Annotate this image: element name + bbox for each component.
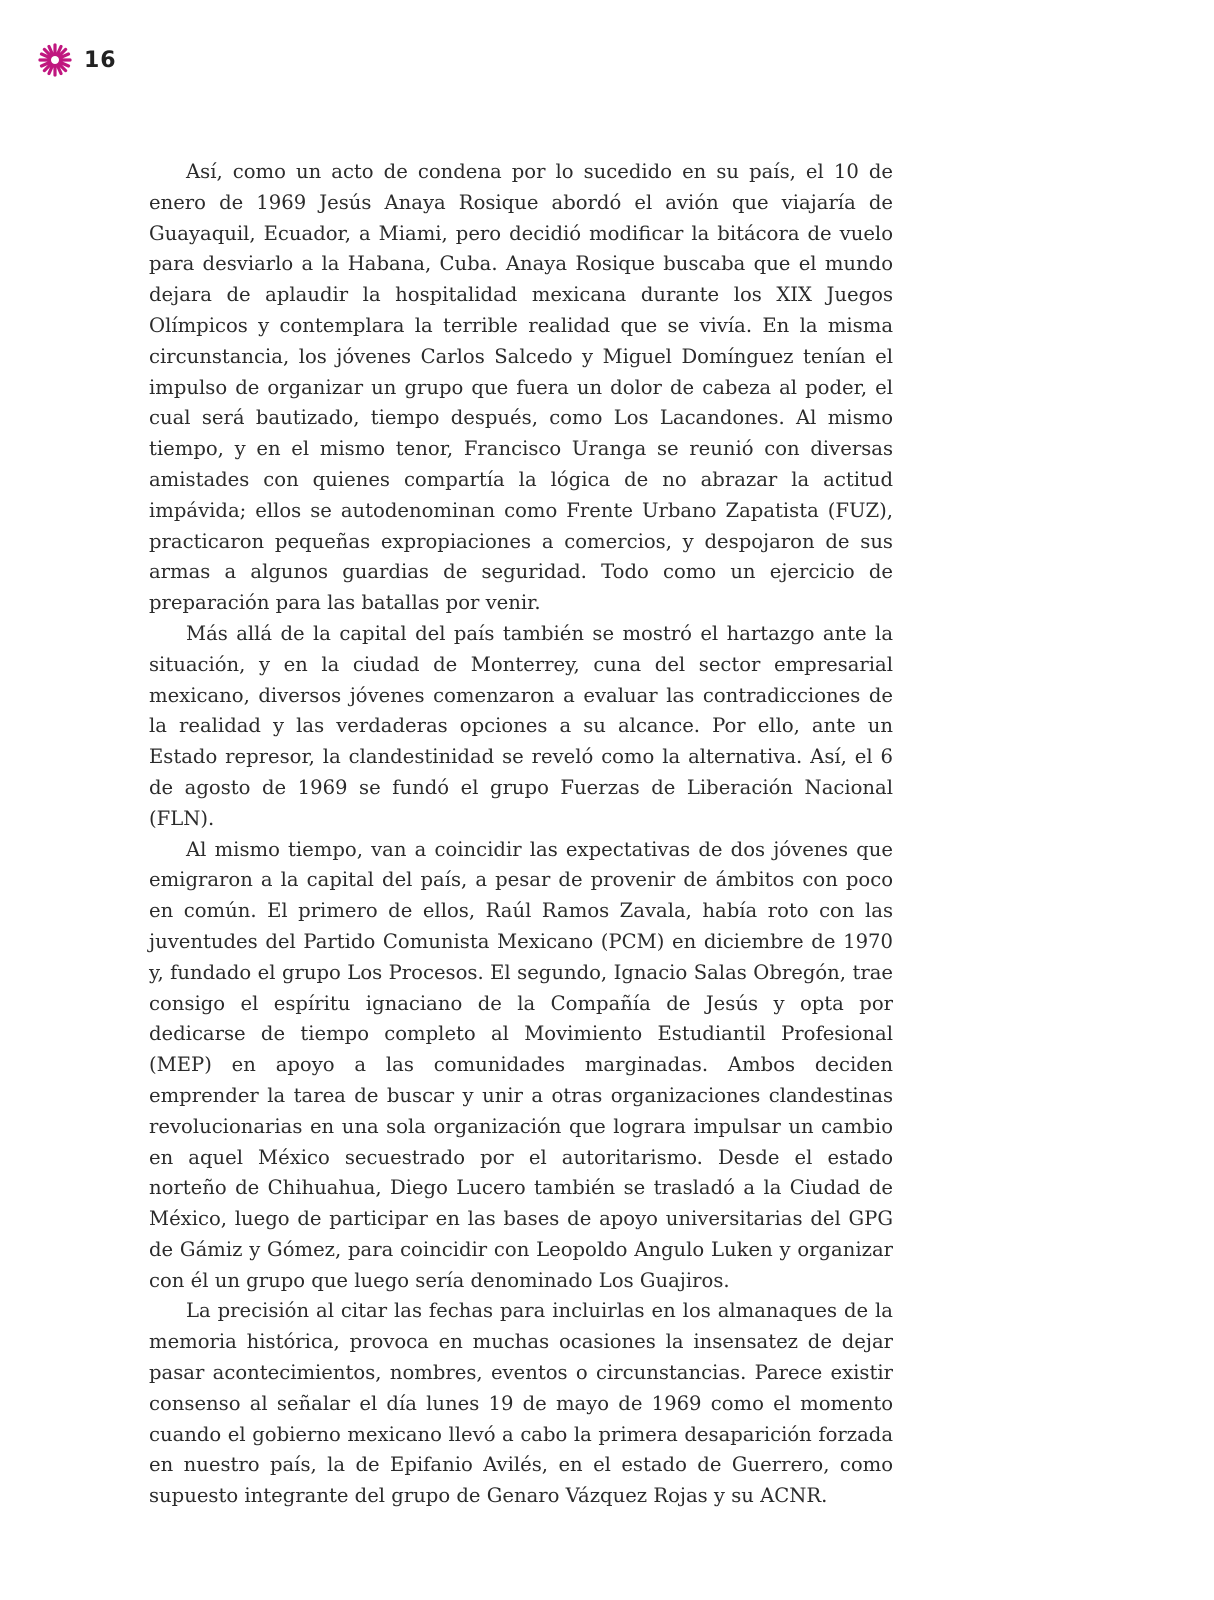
page-number: 16 xyxy=(84,47,117,73)
paragraph: Así, como un acto de condena por lo sucedido en su país, el 10 de enero de 1969 Jesús Anaya Rosique abordó el avión que viajaría de Guayaquil, Ecuador, a Miami, pero decidió modificar la bitácora de vuelo para desviarlo a la Habana, Cuba. Anaya Rosique buscaba que el mundo dejara de aplaudir la hospitalidad mexicana durante los XIX Juegos Olímpicos y contemplara la terrible realidad que se vivía. En la misma circunstancia, los jóvenes Carlos Salcedo y Miguel Domínguez tenían el impulso de organizar un grupo que fuera un dolor de cabeza al poder, el cual será bautizado, tiempo después, como Los Lacandones. Al mismo tiempo, y en el mismo tenor, Francisco Uranga se reunió con diversas amistades con quienes compartía la lógica de no abrazar la actitud impávida; ellos se autodenominan como Frente Urbano Zapatista (FUZ), practicaron pequeñas expropiaciones a comercios, y despojaron de sus armas a algunos guardias de seguridad. Todo como un ejercicio de preparación para las batallas por venir. xyxy=(149,160,893,615)
page-header xyxy=(38,44,117,76)
paragraph: La precisión al citar las fechas para incluirlas en los almanaques de la memoria histórica, provoca en muchas ocasiones la insensatez de dejar pasar acontecimientos, nombres, eventos o circunstancias. Parece existir consenso al señalar el día lunes 19 de mayo de 1969 como el momento cuando el gobierno mexicano llevó a cabo la primera desaparición forzada en nuestro país, la de Epifanio Avilés, en el estado de Guerrero, como supuesto integrante del grupo de Genaro Vázquez Rojas y su ACNR. xyxy=(149,1299,893,1508)
asterisk-flower-icon xyxy=(38,43,72,77)
body-text xyxy=(149,157,893,1512)
paragraph: Al mismo tiempo, van a coincidir las expectativas de dos jóvenes que emigraron a la capital del país, a pesar de provenir de ámbitos con poco en común. El primero de ellos, Raúl Ramos Zavala, había roto con las juventudes del Partido Comunista Mexicano (PCM) en diciembre de 1970 y, fundado el grupo Los Procesos. El segundo, Ignacio Salas Obregón, trae consigo el espíritu ignaciano de la Compañía de Jesús y opta por dedicarse de tiempo completo al Movimiento Estudiantil Profesional (MEP) en apoyo a las comunidades marginadas. Ambos deciden emprender la tarea de buscar y unir a otras organizaciones clandestinas revolucionarias en una sola organización que lograra impulsar un cambio en aquel México secuestrado por el autoritarismo. Desde el estado norteño de Chihuahua, Diego Lucero también se trasladó a la Ciudad de México, luego de participar en las bases de apoyo universitarias del GPG de Gámiz y Gómez, para coincidir con Leopoldo Angulo Luken y organizar con él un grupo que luego sería denominado Los Guajiros. xyxy=(149,837,893,1292)
paragraph: Más allá de la capital del país también se mostró el hartazgo ante la situación, y en la ciudad de Monterrey, cuna del sector empresarial mexicano, diversos jóvenes comenzaron a evaluar las contradicciones de la realidad y las verdaderas opciones a su alcance. Por ello, ante un Estado represor, la clandestinidad se reveló como la alternativa. Así, el 6 de agosto de 1969 se fundó el grupo Fuerzas de Liberación Nacional (FLN). xyxy=(149,621,893,830)
